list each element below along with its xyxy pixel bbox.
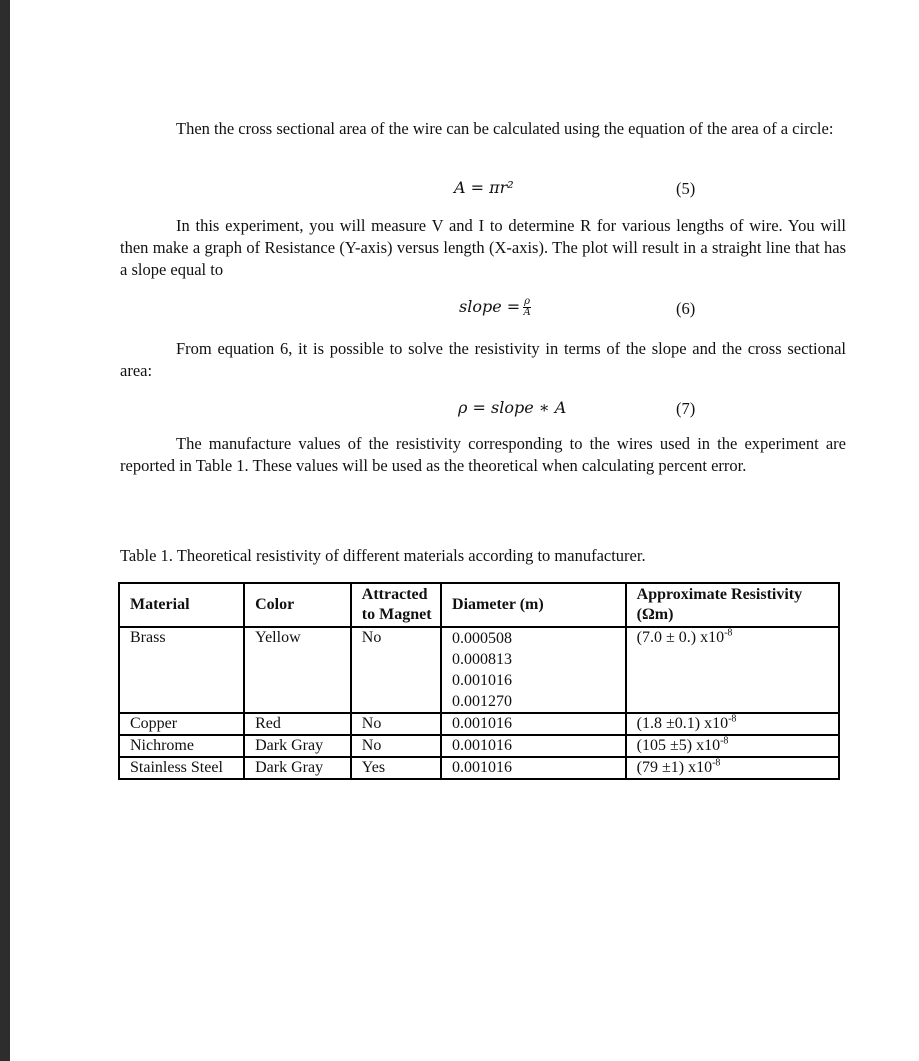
paragraph-area-intro: Then the cross sectional area of the wire can be calculated using the equation of the area of a circle: bbox=[176, 119, 834, 138]
table-row bbox=[119, 627, 839, 713]
cell-diameter: 0.001016 bbox=[441, 713, 626, 735]
equation-7-number: (7) bbox=[676, 399, 696, 418]
equation-6: slope = $\frac{\rho}{A}$ bbox=[459, 296, 531, 318]
paragraph-experiment: In this experiment, you will measure V and I to determine R for various lengths of wire. You will then make a graph of Resistance (Y-axis) versus length (X-axis). The plot will result in a straight line that has a slope equal to bbox=[120, 216, 846, 279]
cell-magnet: No bbox=[351, 627, 441, 713]
table-row bbox=[119, 757, 839, 779]
cell-resistivity: (7.0 ± 0.) $x10^{-8}$ bbox=[626, 627, 839, 713]
cell-resistivity: (79 ±1) $x10^{-8}$ bbox=[626, 757, 839, 779]
equation-6-number: (6) bbox=[676, 299, 696, 318]
cell-material: Nichrome bbox=[119, 735, 244, 757]
cell-magnet: Yes bbox=[351, 757, 441, 779]
table-row bbox=[119, 735, 839, 757]
cell-diameter: 0.001016 bbox=[441, 735, 626, 757]
cell-resistivity: (1.8 ±0.1) $x10^{-8}$ bbox=[626, 713, 839, 735]
equation-5: A = πr² bbox=[454, 178, 514, 197]
cell-diameter bbox=[441, 627, 626, 713]
table-header-row bbox=[119, 583, 839, 627]
table-row bbox=[119, 713, 839, 735]
cell-color: Red bbox=[244, 713, 351, 735]
cell-material: Brass bbox=[119, 627, 244, 713]
cell-magnet: No bbox=[351, 713, 441, 735]
equation-5-number: (5) bbox=[676, 179, 696, 198]
header-diameter: Diameter (m) bbox=[441, 583, 626, 627]
document-page bbox=[10, 0, 919, 1061]
diameter-value: 0.000508 bbox=[452, 630, 513, 647]
cell-resistivity: (105 ±5) $x10^{-8}$ bbox=[626, 735, 839, 757]
cell-material: Stainless Steel bbox=[119, 757, 244, 779]
header-material: Material bbox=[119, 583, 244, 627]
cell-diameter: 0.001016 bbox=[441, 757, 626, 779]
viewer-left-border bbox=[0, 0, 10, 1061]
header-resistivity: Approximate Resistivity (Ωm) bbox=[626, 583, 839, 627]
header-magnet: Attracted to Magnet bbox=[351, 583, 441, 627]
cell-color: Dark Gray bbox=[244, 735, 351, 757]
cell-material: Copper bbox=[119, 713, 244, 735]
table-caption: Table 1. Theoretical resistivity of different materials according to manufacturer. bbox=[120, 546, 646, 565]
resistivity-table bbox=[118, 582, 840, 780]
cell-color: Dark Gray bbox=[244, 757, 351, 779]
cell-color: Yellow bbox=[244, 627, 351, 713]
cell-magnet: No bbox=[351, 735, 441, 757]
equation-7: ρ = slope ∗ A bbox=[458, 398, 567, 417]
diameter-value: 0.001016 bbox=[452, 672, 513, 689]
diameter-value: 0.001270 bbox=[452, 693, 513, 710]
diameter-value: 0.000813 bbox=[452, 651, 513, 668]
header-color: Color bbox=[244, 583, 351, 627]
paragraph-manufacture: The manufacture values of the resistivity corresponding to the wires used in the experiment are reported in Table 1. These values will be used as the theoretical when calculating percent error. bbox=[120, 434, 846, 475]
paragraph-resistivity: From equation 6, it is possible to solve the resistivity in terms of the slope and the cross sectional area: bbox=[120, 339, 846, 380]
